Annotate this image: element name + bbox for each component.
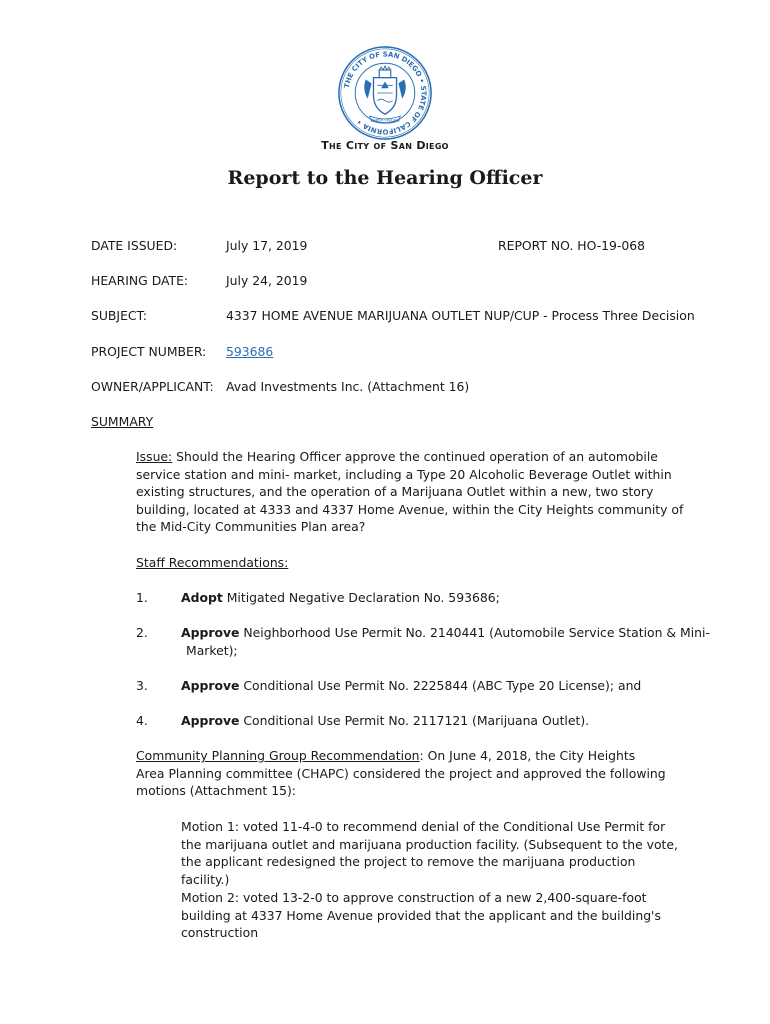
recommendation-number: 2. [136, 625, 148, 640]
staff-recommendations-heading: Staff Recommendations: [136, 555, 289, 570]
date-issued-value: July 17, 2019 [226, 238, 308, 253]
community-planning-label: Community Planning Group Recommendation [136, 748, 420, 763]
hearing-date-label: HEARING DATE: [91, 273, 189, 288]
recommendation-number: 1. [136, 590, 148, 605]
recommendation-number: 4. [136, 713, 148, 728]
owner-applicant-label: OWNER/APPLICANT: [91, 379, 214, 394]
recommendation-item-continuation: Market); [186, 643, 238, 658]
issue-paragraph [136, 448, 684, 536]
community-planning-text: : On June 4, 2018, the City Heights Area Planning committee (CHAPC) considered the project and approved the following motions (Attachment 15): [136, 748, 666, 799]
subject-value: 4337 HOME AVENUE MARIJUANA OUTLET NUP/CUP - Process Three Decision [226, 308, 695, 323]
community-planning-paragraph [136, 747, 666, 800]
report-title: Report to the Hearing Officer [227, 167, 543, 189]
date-issued-label: DATE ISSUED: [91, 238, 178, 253]
motion-2-paragraph: Motion 2: voted 13-2-0 to approve construction of a new 2,400-square-foot building at 4337 Home Avenue provided that the applicant and the building's construction [181, 890, 661, 941]
svg-text:THE CITY OF SAN DIEGO • STATE: THE CITY OF SAN DIEGO • STATE OF CALIFORNIA • [342, 50, 428, 136]
project-number-link[interactable]: 593686 [226, 344, 274, 359]
owner-applicant-value: Avad Investments Inc. (Attachment 16) [226, 379, 470, 394]
city-seal-logo [337, 45, 433, 141]
recommendation-number: 3. [136, 678, 148, 693]
recommendation-item: Approve Conditional Use Permit No. 2225844 (ABC Type 20 License); and [181, 678, 642, 693]
city-name: The City of San Diego [321, 139, 449, 152]
hearing-date-value: July 24, 2019 [226, 273, 308, 288]
subject-label: SUBJECT: [91, 308, 147, 323]
project-number-label: PROJECT NUMBER: [91, 344, 207, 359]
issue-text: Should the Hearing Officer approve the continued operation of an automobile service station and mini- market, including a Type 20 Alcoholic Beverage Outlet within existing structures, and the operation of a Marijuana Outlet within a new, two story building, located at 4333 and 4337 Home Avenue, within the City Heights community of the Mid-City Communities Plan area? [136, 449, 684, 535]
recommendation-item: Approve Conditional Use Permit No. 2117121 (Marijuana Outlet). [181, 713, 590, 728]
recommendation-item: Approve Neighborhood Use Permit No. 2140441 (Automobile Service Station & Mini- [181, 625, 710, 640]
summary-heading: SUMMARY [91, 414, 154, 429]
motion-1-paragraph: Motion 1: voted 11-4-0 to recommend denial of the Conditional Use Permit for the marijuana outlet and marijuana production facility. (Subsequent to the vote, the applicant redesigned the project to remove the marijuana production facility.) [181, 819, 678, 887]
svg-text:SEMPER VIGILANS: SEMPER VIGILANS [370, 118, 400, 123]
recommendation-item: Adopt Mitigated Negative Declaration No. 593686; [181, 590, 500, 605]
issue-label: Issue: [136, 449, 173, 464]
report-number: REPORT NO. HO-19-068 [498, 238, 646, 253]
